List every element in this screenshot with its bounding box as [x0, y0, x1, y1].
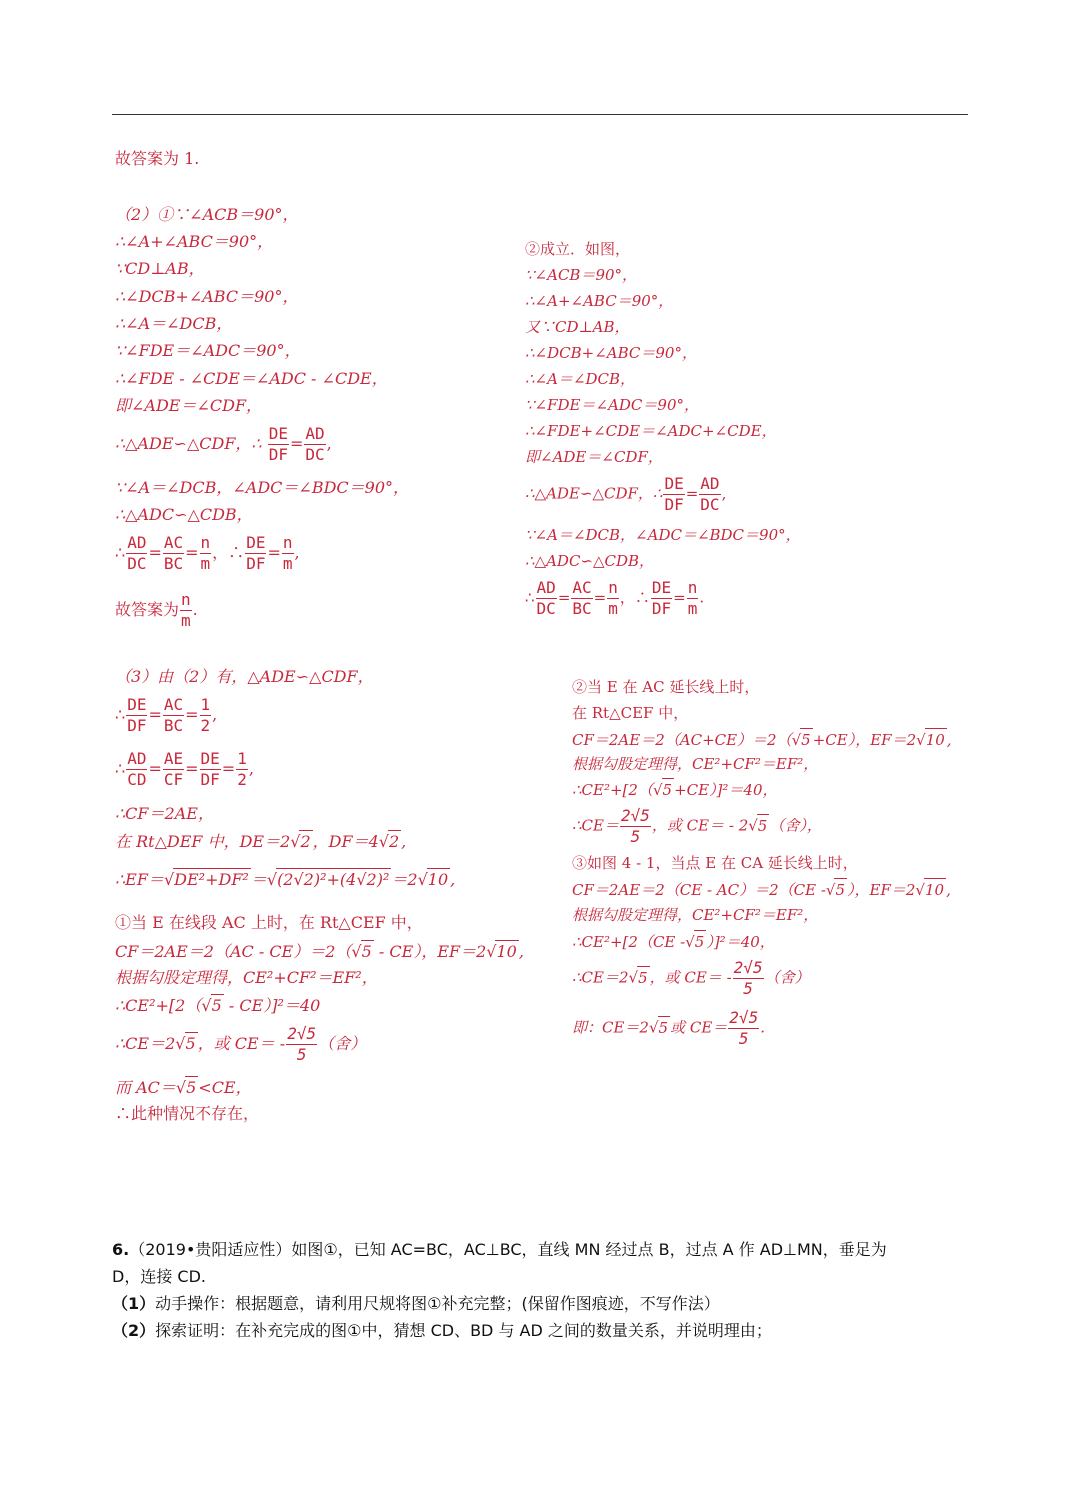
fraction: [163, 695, 184, 736]
den: DF: [127, 716, 147, 735]
den: BC: [163, 554, 184, 573]
den: DF: [664, 495, 684, 514]
step-line: （2）①∵∠ACB＝90°，: [115, 205, 299, 224]
step-line: ∴此种情况不存在，: [115, 1104, 260, 1123]
num: AD: [127, 533, 147, 552]
step-line: ∴∠FDE - ∠CDE＝∠ADC - ∠CDE，: [115, 369, 388, 388]
step-line: ①当 E 在线段 AC 上时，在 Rt△CEF 中，: [115, 913, 423, 932]
step-line: ∵∠A＝∠DCB，∠ADC＝∠BDC＝90°，: [525, 526, 801, 544]
sub-number: （1）: [112, 1294, 156, 1313]
sqrt: 2: [300, 832, 311, 851]
step-line: ②成立．如图，: [525, 240, 631, 258]
text: CF＝2AE＝2（CE - AC）＝2（CE -: [572, 881, 826, 899]
num: DE: [651, 578, 672, 597]
text: ＝: [250, 870, 267, 889]
text: +CE）]²＝40，: [674, 781, 778, 799]
den: m: [282, 554, 293, 573]
den: DC: [700, 495, 720, 514]
step-line: （3）由（2）有，△ADE∽△CDF，: [115, 667, 374, 686]
fraction: [200, 533, 212, 574]
text: ）]²＝40，: [706, 933, 775, 951]
fraction: [620, 806, 651, 847]
step-line: 在 Rt△CEF 中，: [572, 704, 689, 722]
step-line: 根据勾股定理得，CE²+CF²＝EF²，: [115, 968, 378, 987]
num: AD: [536, 578, 556, 597]
num: n: [181, 590, 191, 609]
step-line: ∴∠A＝∠DCB，: [525, 370, 636, 388]
answer-line-1: 故答案为 1.: [115, 149, 200, 168]
num: DE: [664, 474, 684, 493]
text: CF＝2AE＝2（AC - CE）＝2（: [115, 942, 352, 961]
ef-line: ∴EF＝√DE²+DF² ＝√(2√2)²+(4√2)² ＝2√10 ,: [115, 870, 456, 889]
num: DE: [246, 533, 266, 552]
num: 1: [200, 695, 211, 714]
fraction: [126, 695, 147, 736]
sqrt: 5: [361, 942, 372, 961]
text: 而 AC＝: [115, 1078, 176, 1097]
num: n: [200, 533, 211, 552]
text: ∴CE²+[2（CE -: [572, 933, 686, 951]
fraction: [180, 590, 192, 631]
num: 1: [237, 749, 247, 768]
fraction: [200, 749, 221, 790]
den: DC: [536, 599, 556, 618]
fraction: [268, 424, 289, 465]
fraction: [728, 1008, 759, 1049]
text: ∴CE²+[2（: [572, 781, 653, 799]
step-line: 根据勾股定理得，CE²+CF²＝EF²，: [572, 906, 819, 924]
den: 5: [630, 827, 641, 846]
step-line: ∴△ADC∽△CDB，: [525, 552, 655, 570]
fraction: [536, 578, 557, 619]
header-rule: [112, 114, 968, 115]
text: +CE），EF＝2: [812, 731, 917, 749]
step-line: ∴CE²+[2（√5 +CE）]²＝40，: [572, 778, 778, 801]
den: 2: [237, 770, 247, 789]
text: ＝2: [391, 870, 418, 889]
text: <CE，: [198, 1078, 252, 1097]
num: 2√5: [287, 1024, 317, 1043]
step-line: ∵∠FDE＝∠ADC＝90°，: [525, 396, 699, 414]
text: 在 Rt△DEF 中，DE＝2: [115, 832, 291, 851]
fraction: [571, 578, 592, 619]
sqrt: 10: [496, 942, 517, 961]
step-line: ∵∠ACB＝90°，: [525, 266, 638, 284]
step-line: ∴CF＝2AE，: [115, 804, 214, 823]
den: m: [687, 599, 698, 618]
num: AD: [127, 749, 147, 768]
step-line: 在 Rt△DEF 中，DE＝2√2 ，DF＝4√2 ,: [115, 832, 407, 851]
num: DE: [127, 695, 147, 714]
num: AC: [163, 533, 184, 552]
text: - CE）]²＝40: [223, 996, 321, 1015]
fraction: [286, 1024, 317, 1065]
fraction: [304, 424, 325, 465]
problem-line: [112, 1291, 720, 1317]
step-line: 而 AC＝√5 <CE，: [115, 1078, 252, 1097]
den: 2: [200, 716, 211, 735]
den: BC: [572, 599, 592, 618]
text: ∴CE²+[2（: [115, 996, 202, 1015]
sub-number: （2）: [112, 1321, 156, 1340]
problem-line: [112, 1318, 772, 1344]
sqrt: 5: [662, 778, 675, 801]
ratio-line: ∴ $\frac{AD}{DC}$ = $\frac{AC}{BC}$ = $\frac{n}{m}$ ，∴ $\frac{DE}{DF}$ = $\frac{n}{m}$ ,: [115, 533, 300, 573]
text: ∴EF＝: [115, 870, 164, 889]
sqrt: 10: [924, 878, 946, 901]
num: AD: [305, 424, 325, 443]
step-line: CF＝2AE＝2（CE - AC）＝2（CE -√5 ），EF＝2√10 ,: [572, 878, 951, 901]
num: AC: [572, 578, 592, 597]
fraction: [733, 958, 764, 999]
fraction: [163, 749, 184, 790]
text: 故答案为: [115, 600, 180, 619]
step-line: 根据勾股定理得，CE²+CF²＝EF²，: [572, 755, 819, 773]
ratio-line: ∴ $\frac{AD}{CD}$ = $\frac{AE}{CF}$ = $\frac{DE}{DF}$ = $\frac{1}{2}$ ,: [115, 749, 254, 789]
num: n: [282, 533, 293, 552]
step-line: 即：CE＝2√5 或 CE＝ $\frac{2√5}{5}$ .: [572, 1008, 765, 1048]
text: - CE），EF＝2: [373, 942, 487, 961]
step-line: ②当 E 在 AC 延长线上时，: [572, 678, 760, 696]
text: ∴CE＝2: [115, 1034, 176, 1053]
text: ，或 CE＝ -: [649, 968, 732, 987]
den: CF: [163, 770, 184, 789]
fraction: [236, 749, 248, 790]
text: 即：CE＝2: [572, 1018, 649, 1037]
step-line: ③如图 4 - 1，当点 E 在 CA 延长线上时，: [572, 854, 858, 872]
sqrt: 5: [186, 1078, 197, 1097]
step-line: 又∵CD⊥AB，: [525, 318, 630, 336]
text: 探索证明：在补充完成的图①中，猜想 CD、BD 与 AD 之间的数量关系，并说明理由；: [155, 1321, 772, 1340]
problem-number: 6.: [112, 1240, 130, 1259]
num: DE: [200, 749, 220, 768]
num: 2√5: [729, 1008, 759, 1027]
den: DF: [651, 599, 672, 618]
step-line: CF＝2AE＝2（AC+CE）＝2（√5 +CE），EF＝2√10 ,: [572, 728, 952, 751]
den: CD: [127, 770, 147, 789]
num: 2√5: [733, 958, 763, 977]
step-line: 即∠ADE＝∠CDF，: [115, 396, 263, 415]
fraction: [126, 533, 147, 574]
den: DF: [268, 445, 288, 464]
sqrt: 5: [185, 1034, 196, 1053]
step-line: ∴∠DCB+∠ABC＝90°，: [115, 287, 299, 306]
text: ∴CE＝2: [572, 968, 629, 987]
text: （2019•贵阳适应性）如图①，已知 AC=BC，AC⊥BC，直线 MN 经过点 B，过点 A 作 AD⊥MN，垂足为: [129, 1240, 887, 1259]
step-line: ∴∠A+∠ABC＝90°，: [525, 292, 674, 310]
text: 或 CE＝: [670, 1018, 728, 1037]
text: 动手操作：根据题意，请利用尺规将图①补充完整；(保留作图痕迹，不写作法）: [155, 1294, 720, 1313]
text: ，或 CE＝ -: [197, 1034, 286, 1053]
den: BC: [163, 716, 184, 735]
step-line: ∴CE＝2√5 ，或 CE＝ - $\frac{2√5}{5}$ （舍）: [572, 958, 810, 998]
num: AE: [163, 749, 184, 768]
step-line: ∵∠FDE＝∠ADC＝90°，: [115, 341, 301, 360]
fraction: [282, 533, 294, 574]
den: DF: [246, 554, 266, 573]
step-line: ∴△ADC∽△CDB，: [115, 505, 253, 524]
similar-line: ∴△ADE∽△CDF，∴ $\frac{DE}{DF}$ = $\frac{AD}{DC}$ ,: [525, 474, 727, 514]
step-line: ∴CE＝ $\frac{2√5}{5}$ ，或 CE＝ - 2√5 （舍），: [572, 806, 822, 846]
text: ，或 CE＝ - 2: [651, 816, 749, 835]
step-line: ∴CE²+[2（√5 - CE）]²＝40: [115, 996, 321, 1015]
den: DC: [127, 554, 147, 573]
num: DE: [268, 424, 288, 443]
text: ∴CE＝: [572, 816, 619, 835]
num: 2√5: [620, 806, 650, 825]
fraction: [607, 578, 619, 619]
fraction: [163, 533, 184, 574]
den: 5: [738, 1029, 749, 1048]
sqrt: 5: [658, 1016, 671, 1039]
den: DF: [200, 770, 220, 789]
den: m: [200, 554, 211, 573]
den: DC: [305, 445, 325, 464]
fraction: [663, 474, 684, 515]
similar-line: ∴△ADE∽△CDF，∴ $\frac{DE}{DF}$ = $\frac{AD}{DC}$ ,: [115, 424, 332, 464]
text: CF＝2AE＝2（AC+CE）＝2（: [572, 731, 792, 749]
sqrt: 5: [757, 814, 770, 837]
sqrt: 5: [834, 878, 847, 901]
step-line: ∵CD⊥AB，: [115, 259, 205, 278]
problem-line: D，连接 CD.: [112, 1267, 206, 1286]
fraction: [651, 578, 672, 619]
step-line: ∴CE²+[2（CE -√5 ）]²＝40，: [572, 930, 775, 953]
fraction: [200, 695, 212, 736]
fraction: [699, 474, 720, 515]
num: n: [608, 578, 618, 597]
ratio-line: ∴ $\frac{DE}{DF}$ = $\frac{AC}{BC}$ = $\frac{1}{2}$ ,: [115, 695, 218, 735]
sqrt: 5: [637, 966, 650, 989]
fraction: [245, 533, 266, 574]
sqrt: 5: [694, 930, 707, 953]
text: ∴△ADE∽△CDF，∴: [525, 484, 663, 503]
answer-line-2: 故答案为 $\frac{n}{m}$ .: [115, 590, 198, 630]
sqrt: 5: [211, 996, 222, 1015]
text: ∴△ADE∽△CDF，∴: [115, 434, 262, 453]
sqrt: 2: [388, 832, 400, 851]
step-line: ∴CE＝2√5 ，或 CE＝ - $\frac{2√5}{5}$ （舍）: [115, 1024, 367, 1064]
sqrt: 10: [427, 870, 449, 889]
num: n: [687, 578, 698, 597]
sqrt: (2√2)²+(4√2)²: [277, 870, 390, 889]
den: 5: [743, 979, 753, 998]
step-line: 即∠ADE＝∠CDF，: [525, 448, 663, 466]
text: （舍）: [764, 968, 810, 987]
step-line: ∴∠DCB+∠ABC＝90°，: [525, 344, 697, 362]
den: m: [608, 599, 618, 618]
text: ，DF＝4: [312, 832, 379, 851]
step-line: ∴∠FDE+∠CDE＝∠ADC+∠CDE，: [525, 422, 777, 440]
step-line: ∴∠A+∠ABC＝90°，: [115, 232, 274, 251]
sqrt: 5: [800, 728, 813, 751]
step-line: CF＝2AE＝2（AC - CE）＝2（√5 - CE），EF＝2√10 ,: [115, 942, 524, 961]
num: AD: [700, 474, 720, 493]
den: 5: [296, 1045, 307, 1064]
fraction: [126, 749, 147, 790]
text: （舍）: [769, 816, 807, 835]
num: AC: [163, 695, 184, 714]
fraction: [687, 578, 699, 619]
step-line: ∵∠A＝∠DCB，∠ADC＝∠BDC＝90°，: [115, 478, 410, 497]
text: ），EF＝2: [847, 881, 916, 899]
text: （舍）: [318, 1034, 367, 1053]
den: m: [181, 611, 191, 630]
step-line: ∴∠A＝∠DCB，: [115, 314, 233, 333]
problem-line: [112, 1237, 887, 1263]
sqrt: DE²+DF²: [174, 870, 249, 889]
sqrt: 10: [925, 728, 947, 751]
ratio-line: ∴ $\frac{AD}{DC}$ = $\frac{AC}{BC}$ = $\frac{n}{m}$ ，∴ $\frac{DE}{DF}$ = $\frac{n}{m}$ .: [525, 578, 705, 618]
